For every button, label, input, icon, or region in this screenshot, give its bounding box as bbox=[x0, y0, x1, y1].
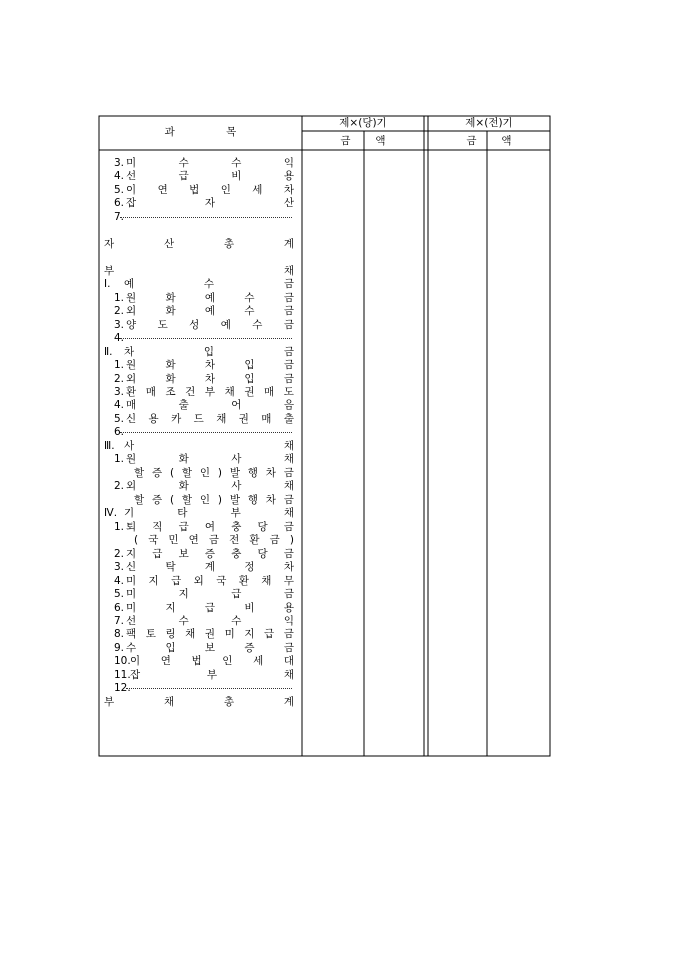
row-number: 7. bbox=[114, 210, 125, 223]
row-number: 2. bbox=[114, 372, 125, 385]
row-number: 2. bbox=[114, 480, 125, 493]
subject-row bbox=[104, 615, 294, 628]
row-label: 예 수 금 bbox=[124, 278, 294, 291]
row-number: 4. bbox=[114, 574, 125, 587]
row-label: 미 지 급 비 용 bbox=[126, 601, 294, 614]
row-number: 3. bbox=[114, 157, 125, 169]
row-number: 1. bbox=[114, 453, 125, 466]
subject-row bbox=[104, 521, 294, 534]
subject-row bbox=[104, 251, 294, 264]
subject-row bbox=[104, 373, 294, 386]
subject-row bbox=[104, 480, 294, 493]
row-label: 팩 토 링 채 권 미 지 급 금 bbox=[126, 628, 294, 641]
current-period-header: 제×(당)기 bbox=[339, 117, 387, 129]
row-number: 3. bbox=[114, 318, 125, 331]
subject-row bbox=[104, 494, 294, 507]
row-number: 4. bbox=[114, 399, 125, 412]
row-label: 할 증 ( 할 인 ) 발 행 차 금 bbox=[134, 493, 294, 506]
subject-row bbox=[104, 413, 294, 426]
row-label: 사 채 bbox=[124, 439, 294, 452]
row-label: 부 채 bbox=[104, 264, 294, 277]
subject-row bbox=[104, 359, 294, 372]
dotted-leader bbox=[120, 432, 292, 433]
row-label: 선 수 수 익 bbox=[126, 614, 294, 627]
row-label: 지 급 보 증 충 당 금 bbox=[126, 547, 294, 560]
row-label: 원 화 사 채 bbox=[126, 453, 294, 466]
subject-row bbox=[104, 561, 294, 574]
row-number: 2. bbox=[114, 547, 125, 560]
row-label: 미 지 급 외 국 환 채 무 bbox=[126, 574, 294, 587]
row-number: 6. bbox=[114, 426, 125, 439]
row-label: 차 입 금 bbox=[124, 345, 294, 358]
row-label: 자 산 총 계 bbox=[104, 237, 294, 250]
row-label: 잡 부 채 bbox=[130, 668, 294, 681]
row-number: 6. bbox=[114, 197, 125, 210]
subject-row bbox=[104, 238, 294, 251]
row-number: 6. bbox=[114, 601, 125, 614]
subject-row bbox=[104, 588, 294, 601]
dotted-leader bbox=[126, 688, 292, 689]
row-number: 11. bbox=[114, 668, 131, 681]
row-label: 기 타 부 채 bbox=[124, 507, 294, 520]
row-label: 외 화 사 채 bbox=[126, 480, 294, 493]
row-label: 환 매 조 건 부 채 권 매 도 bbox=[126, 385, 294, 398]
subject-row bbox=[104, 265, 294, 278]
subject-row bbox=[104, 211, 294, 224]
row-number: 2. bbox=[114, 305, 125, 318]
subject-row bbox=[104, 575, 294, 588]
dotted-leader bbox=[120, 338, 292, 339]
row-label: 수 입 보 증 금 bbox=[126, 641, 294, 654]
subject-row bbox=[104, 170, 294, 183]
row-label: 외 화 예 수 금 bbox=[126, 305, 294, 318]
row-number: 12. bbox=[114, 682, 131, 695]
subject-row bbox=[104, 655, 294, 668]
subject-row bbox=[104, 319, 294, 332]
subject-row bbox=[104, 332, 294, 345]
row-label: 미 수 수 익 bbox=[126, 157, 294, 169]
subject-row bbox=[104, 157, 294, 170]
row-number: 1. bbox=[114, 291, 125, 304]
row-number: 5. bbox=[114, 183, 125, 196]
subject-row bbox=[104, 386, 294, 399]
row-number: Ⅳ. bbox=[104, 507, 118, 520]
row-label: 선 급 비 용 bbox=[126, 170, 294, 183]
row-number: Ⅰ. bbox=[104, 278, 111, 291]
row-number: 5. bbox=[114, 588, 125, 601]
subject-row bbox=[104, 642, 294, 655]
subject-row bbox=[104, 602, 294, 615]
subject-row bbox=[104, 399, 294, 412]
row-number: Ⅱ. bbox=[104, 345, 113, 358]
subject-row bbox=[104, 197, 294, 210]
row-label: 양 도 성 예 수 금 bbox=[126, 318, 294, 331]
row-label: 부 채 총 계 bbox=[104, 695, 294, 708]
row-number: 3. bbox=[114, 561, 125, 574]
row-label: 원 화 예 수 금 bbox=[126, 291, 294, 304]
subject-row bbox=[104, 346, 294, 359]
subject-row bbox=[104, 292, 294, 305]
row-label: 미 지 급 금 bbox=[126, 588, 294, 601]
subject-row bbox=[104, 467, 294, 480]
row-number: 1. bbox=[114, 520, 125, 533]
row-label: 퇴 직 급 여 충 당 금 bbox=[126, 520, 294, 533]
dotted-leader bbox=[120, 217, 292, 218]
row-label: 이 연 법 인 세 차 bbox=[126, 183, 294, 196]
row-label: 신 탁 계 정 차 bbox=[126, 561, 294, 574]
row-number: 10. bbox=[114, 655, 131, 668]
row-number: 9. bbox=[114, 641, 125, 654]
row-label: 이 연 법 인 세 대 bbox=[130, 655, 294, 668]
prior-amount-header: 금 액 bbox=[466, 135, 512, 147]
prior-period-header: 제×(전)기 bbox=[465, 117, 513, 129]
row-label: 신 용 카 드 채 권 매 출 bbox=[126, 412, 294, 425]
row-number: 7. bbox=[114, 614, 125, 627]
row-number: 1. bbox=[114, 359, 125, 372]
row-number: 5. bbox=[114, 412, 125, 425]
subject-row bbox=[104, 548, 294, 561]
subject-row bbox=[104, 507, 294, 520]
row-number: 3. bbox=[114, 385, 125, 398]
subject-row bbox=[104, 534, 294, 547]
row-number: 4. bbox=[114, 170, 125, 183]
row-label: 매 출 어 음 bbox=[126, 399, 294, 412]
subject-row bbox=[104, 278, 294, 291]
subject-row bbox=[104, 682, 294, 695]
row-number: Ⅲ. bbox=[104, 439, 115, 452]
row-number: 4. bbox=[114, 332, 125, 345]
row-number: 8. bbox=[114, 628, 125, 641]
subject-row bbox=[104, 305, 294, 318]
row-label: 외 화 차 입 금 bbox=[126, 372, 294, 385]
subject-row bbox=[104, 669, 294, 682]
subject-row bbox=[104, 224, 294, 237]
subject-row bbox=[104, 628, 294, 641]
subject-row bbox=[104, 453, 294, 466]
row-label: 원 화 차 입 금 bbox=[126, 359, 294, 372]
subject-row bbox=[104, 184, 294, 197]
current-amount-header: 금 액 bbox=[340, 135, 386, 147]
row-label: ( 국 민 연 금 전 환 금 ) bbox=[134, 534, 294, 547]
subject-row bbox=[104, 440, 294, 453]
subject-header: 과 목 bbox=[164, 126, 237, 138]
subject-row bbox=[104, 696, 294, 709]
row-label: 할 증 ( 할 인 ) 발 행 차 금 bbox=[134, 466, 294, 479]
subject-row bbox=[104, 426, 294, 439]
row-label: 잡 자 산 bbox=[126, 197, 294, 210]
